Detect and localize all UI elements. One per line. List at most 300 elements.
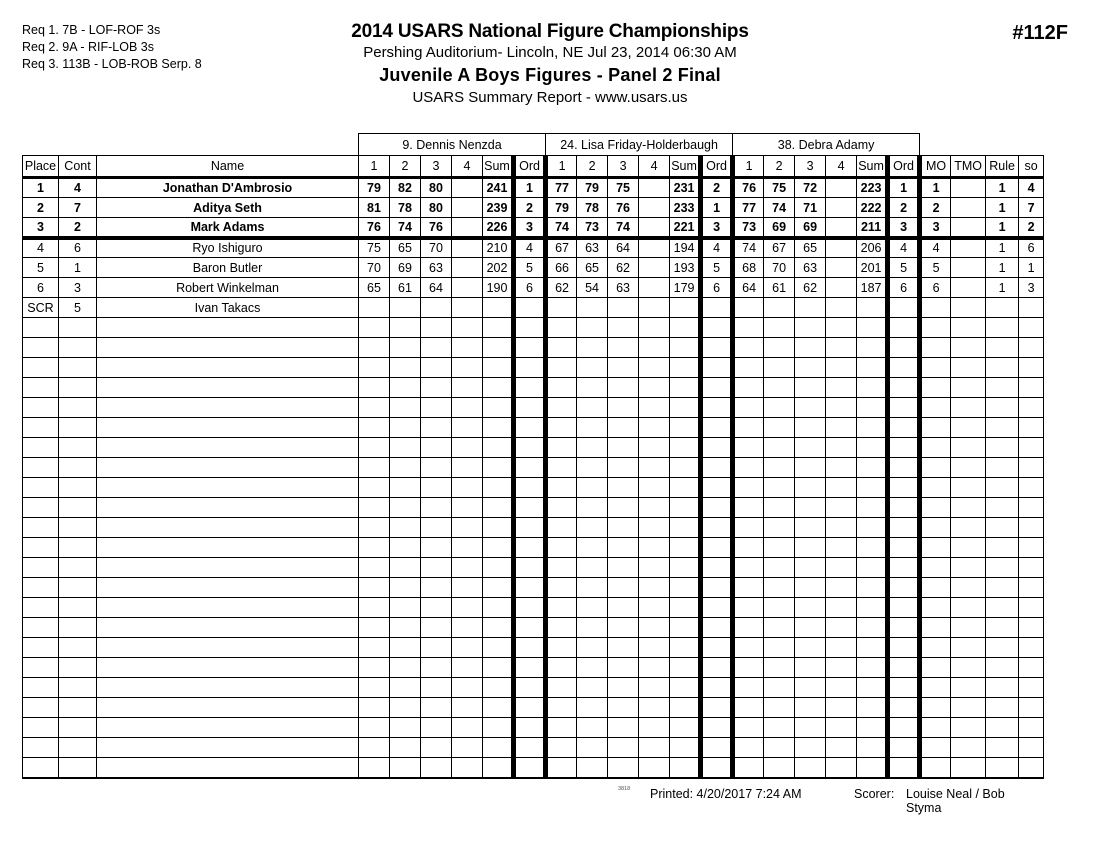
cell-mo[interactable]: 4 [920,238,951,258]
cell-so[interactable] [1019,558,1044,578]
cell-mo[interactable] [920,418,951,438]
cell-j3-fig-2[interactable] [764,438,795,458]
cell-name[interactable] [97,318,359,338]
cell-j3-fig-2[interactable] [764,558,795,578]
cell-j3-fig-1[interactable]: 77 [733,198,764,218]
cell-j3-fig-2[interactable] [764,458,795,478]
cell-j3-ord[interactable] [888,398,920,418]
cell-j3-fig-3[interactable] [795,498,826,518]
cell-j3-ord[interactable]: 1 [888,178,920,198]
cell-place[interactable] [23,518,59,538]
cell-j2-fig-3[interactable] [608,678,639,698]
cell-j3-fig-1[interactable] [733,758,764,778]
cell-j1-fig-4[interactable] [452,638,483,658]
cell-j1-ord[interactable] [514,498,546,518]
cell-j3-fig-2[interactable] [764,578,795,598]
cell-rule[interactable] [986,578,1019,598]
cell-j3-fig-4[interactable] [826,198,857,218]
cell-j1-fig-4[interactable] [452,418,483,438]
cell-j1-fig-3[interactable] [421,618,452,638]
table-row-empty[interactable] [23,558,1044,578]
cell-j1-fig-1[interactable]: 65 [359,278,390,298]
cell-j3-fig-3[interactable] [795,638,826,658]
cell-cont[interactable]: 7 [59,198,97,218]
cell-j3-fig-4[interactable] [826,338,857,358]
cell-j1-fig-3[interactable] [421,478,452,498]
cell-j3-fig-4[interactable] [826,298,857,318]
table-row-empty[interactable] [23,378,1044,398]
cell-j1-ord[interactable] [514,478,546,498]
cell-j3-fig-2[interactable] [764,378,795,398]
cell-j1-fig-4[interactable] [452,678,483,698]
cell-j1-fig-2[interactable] [390,718,421,738]
cell-tmo[interactable] [951,418,986,438]
cell-j1-fig-3[interactable] [421,658,452,678]
cell-j3-fig-1[interactable]: 73 [733,218,764,238]
cell-j2-fig-4[interactable] [639,218,670,238]
cell-j2-fig-4[interactable] [639,498,670,518]
cell-j2-fig-1[interactable] [546,318,577,338]
cell-j2-sum[interactable] [670,358,701,378]
cell-j3-fig-1[interactable] [733,498,764,518]
cell-j1-fig-4[interactable] [452,698,483,718]
cell-tmo[interactable] [951,498,986,518]
cell-j1-ord[interactable] [514,738,546,758]
cell-j1-fig-4[interactable] [452,318,483,338]
cell-j2-fig-3[interactable]: 74 [608,218,639,238]
cell-rule[interactable] [986,478,1019,498]
cell-j3-fig-4[interactable] [826,318,857,338]
cell-j1-fig-3[interactable] [421,318,452,338]
cell-tmo[interactable] [951,598,986,618]
cell-j2-ord[interactable] [701,678,733,698]
cell-j3-ord[interactable] [888,658,920,678]
cell-j3-fig-3[interactable] [795,618,826,638]
cell-j1-fig-1[interactable]: 75 [359,238,390,258]
cell-j1-fig-1[interactable]: 79 [359,178,390,198]
cell-j2-fig-3[interactable] [608,418,639,438]
cell-j2-fig-3[interactable] [608,698,639,718]
cell-j2-fig-2[interactable]: 73 [577,218,608,238]
cell-tmo[interactable] [951,218,986,238]
cell-j2-fig-4[interactable] [639,698,670,718]
cell-j1-sum[interactable] [483,298,514,318]
cell-j2-fig-2[interactable] [577,618,608,638]
cell-j1-fig-4[interactable] [452,378,483,398]
cell-j3-sum[interactable] [857,698,888,718]
cell-cont[interactable]: 4 [59,178,97,198]
cell-j1-fig-2[interactable]: 74 [390,218,421,238]
cell-j3-fig-1[interactable] [733,318,764,338]
cell-place[interactable]: 2 [23,198,59,218]
cell-j3-fig-4[interactable] [826,358,857,378]
cell-j2-fig-1[interactable] [546,418,577,438]
cell-j2-fig-4[interactable] [639,618,670,638]
cell-j3-fig-4[interactable] [826,738,857,758]
cell-j2-sum[interactable] [670,438,701,458]
cell-j3-sum[interactable] [857,578,888,598]
cell-cont[interactable] [59,458,97,478]
cell-j1-ord[interactable] [514,538,546,558]
cell-j1-fig-2[interactable] [390,518,421,538]
table-row-empty[interactable] [23,318,1044,338]
cell-name[interactable] [97,638,359,658]
cell-rule[interactable] [986,398,1019,418]
cell-j3-sum[interactable] [857,378,888,398]
cell-j2-sum[interactable] [670,418,701,438]
cell-j2-fig-4[interactable] [639,438,670,458]
cell-j3-fig-4[interactable] [826,238,857,258]
cell-j2-fig-1[interactable]: 67 [546,238,577,258]
cell-j1-fig-3[interactable] [421,438,452,458]
cell-mo[interactable] [920,358,951,378]
cell-j1-fig-4[interactable] [452,298,483,318]
cell-j2-ord[interactable] [701,598,733,618]
cell-j2-fig-4[interactable] [639,458,670,478]
cell-name[interactable] [97,438,359,458]
cell-rule[interactable] [986,718,1019,738]
cell-rule[interactable] [986,318,1019,338]
cell-j2-fig-1[interactable]: 74 [546,218,577,238]
table-row-empty[interactable] [23,458,1044,478]
cell-j3-fig-4[interactable] [826,398,857,418]
cell-j2-fig-3[interactable]: 62 [608,258,639,278]
cell-j3-fig-1[interactable] [733,718,764,738]
cell-j3-ord[interactable] [888,418,920,438]
cell-name[interactable] [97,418,359,438]
cell-j2-fig-4[interactable] [639,538,670,558]
cell-place[interactable] [23,438,59,458]
cell-mo[interactable] [920,738,951,758]
cell-name[interactable] [97,738,359,758]
cell-j3-fig-3[interactable]: 72 [795,178,826,198]
cell-j1-ord[interactable] [514,438,546,458]
cell-name[interactable] [97,698,359,718]
cell-mo[interactable] [920,518,951,538]
cell-j1-fig-3[interactable] [421,758,452,778]
cell-j1-fig-3[interactable]: 76 [421,218,452,238]
cell-j1-ord[interactable] [514,558,546,578]
cell-cont[interactable]: 1 [59,258,97,278]
cell-name[interactable] [97,678,359,698]
cell-j2-fig-3[interactable] [608,618,639,638]
cell-j2-fig-2[interactable] [577,658,608,678]
cell-j3-ord[interactable]: 6 [888,278,920,298]
cell-j2-fig-2[interactable] [577,398,608,418]
cell-j3-fig-3[interactable]: 63 [795,258,826,278]
cell-j3-ord[interactable] [888,358,920,378]
cell-j3-sum[interactable] [857,738,888,758]
cell-cont[interactable] [59,658,97,678]
cell-name[interactable] [97,658,359,678]
cell-j3-fig-2[interactable] [764,638,795,658]
cell-tmo[interactable] [951,318,986,338]
cell-cont[interactable] [59,358,97,378]
cell-j1-ord[interactable] [514,698,546,718]
cell-j3-fig-3[interactable]: 71 [795,198,826,218]
cell-cont[interactable]: 5 [59,298,97,318]
cell-place[interactable]: 4 [23,238,59,258]
cell-rule[interactable] [986,438,1019,458]
cell-mo[interactable]: 1 [920,178,951,198]
cell-rule[interactable] [986,658,1019,678]
cell-j1-fig-3[interactable] [421,698,452,718]
cell-j3-ord[interactable] [888,618,920,638]
cell-j3-fig-2[interactable] [764,678,795,698]
cell-name[interactable]: Baron Butler [97,258,359,278]
cell-j3-fig-1[interactable] [733,378,764,398]
cell-j1-fig-2[interactable] [390,758,421,778]
cell-rule[interactable] [986,638,1019,658]
cell-place[interactable] [23,738,59,758]
cell-j2-fig-1[interactable]: 66 [546,258,577,278]
cell-place[interactable]: 1 [23,178,59,198]
cell-j3-ord[interactable] [888,458,920,478]
cell-j1-ord[interactable] [514,758,546,778]
cell-place[interactable] [23,378,59,398]
cell-j2-fig-4[interactable] [639,298,670,318]
cell-j1-fig-3[interactable]: 80 [421,198,452,218]
cell-cont[interactable] [59,618,97,638]
cell-so[interactable] [1019,718,1044,738]
cell-j2-ord[interactable] [701,418,733,438]
cell-j2-fig-1[interactable] [546,338,577,358]
cell-j2-fig-2[interactable] [577,358,608,378]
cell-tmo[interactable] [951,378,986,398]
cell-j3-fig-3[interactable] [795,578,826,598]
cell-j3-fig-2[interactable] [764,538,795,558]
cell-j1-fig-1[interactable] [359,658,390,678]
cell-j2-fig-3[interactable]: 63 [608,278,639,298]
cell-name[interactable] [97,378,359,398]
cell-j3-fig-4[interactable] [826,438,857,458]
cell-j1-ord[interactable]: 3 [514,218,546,238]
cell-j2-fig-1[interactable] [546,358,577,378]
cell-j1-fig-1[interactable] [359,718,390,738]
cell-j2-fig-1[interactable] [546,638,577,658]
cell-j3-fig-1[interactable] [733,738,764,758]
cell-so[interactable] [1019,378,1044,398]
cell-j2-sum[interactable] [670,638,701,658]
cell-j3-sum[interactable]: 222 [857,198,888,218]
cell-rule[interactable]: 1 [986,178,1019,198]
cell-tmo[interactable] [951,678,986,698]
cell-place[interactable] [23,358,59,378]
cell-name[interactable]: Aditya Seth [97,198,359,218]
cell-j1-sum[interactable]: 202 [483,258,514,278]
cell-j3-sum[interactable] [857,538,888,558]
cell-cont[interactable] [59,738,97,758]
cell-j3-fig-3[interactable] [795,338,826,358]
cell-place[interactable] [23,418,59,438]
cell-tmo[interactable] [951,518,986,538]
cell-mo[interactable] [920,378,951,398]
cell-j1-fig-2[interactable] [390,598,421,618]
cell-rule[interactable] [986,558,1019,578]
cell-tmo[interactable] [951,278,986,298]
cell-tmo[interactable] [951,298,986,318]
cell-j2-fig-2[interactable] [577,678,608,698]
cell-j2-fig-3[interactable] [608,378,639,398]
cell-j1-sum[interactable] [483,598,514,618]
cell-j1-fig-2[interactable] [390,458,421,478]
table-row-empty[interactable] [23,618,1044,638]
cell-j1-fig-4[interactable] [452,578,483,598]
cell-cont[interactable] [59,498,97,518]
cell-j1-ord[interactable] [514,578,546,598]
cell-j1-fig-1[interactable] [359,438,390,458]
cell-j1-sum[interactable] [483,538,514,558]
cell-j2-fig-3[interactable] [608,718,639,738]
cell-j1-ord[interactable] [514,458,546,478]
cell-j3-fig-4[interactable] [826,718,857,738]
cell-rule[interactable]: 1 [986,198,1019,218]
cell-j3-ord[interactable] [888,698,920,718]
cell-j2-fig-2[interactable] [577,338,608,358]
cell-tmo[interactable] [951,438,986,458]
cell-j2-fig-1[interactable] [546,718,577,738]
cell-so[interactable]: 7 [1019,198,1044,218]
cell-j1-fig-3[interactable] [421,518,452,538]
cell-j3-sum[interactable]: 201 [857,258,888,278]
cell-j2-fig-2[interactable] [577,458,608,478]
cell-j2-ord[interactable]: 5 [701,258,733,278]
cell-place[interactable] [23,618,59,638]
cell-j3-fig-3[interactable] [795,558,826,578]
table-row[interactable] [23,258,1044,278]
cell-j1-sum[interactable]: 239 [483,198,514,218]
cell-j1-ord[interactable] [514,418,546,438]
cell-rule[interactable]: 1 [986,258,1019,278]
cell-j2-fig-2[interactable]: 79 [577,178,608,198]
cell-j3-fig-3[interactable] [795,738,826,758]
cell-rule[interactable]: 1 [986,238,1019,258]
cell-j1-fig-3[interactable]: 64 [421,278,452,298]
cell-j2-sum[interactable] [670,558,701,578]
cell-j2-sum[interactable] [670,598,701,618]
cell-j3-fig-3[interactable] [795,718,826,738]
cell-j1-fig-2[interactable] [390,298,421,318]
cell-j1-sum[interactable] [483,698,514,718]
cell-cont[interactable] [59,418,97,438]
cell-j1-ord[interactable]: 4 [514,238,546,258]
cell-so[interactable]: 4 [1019,178,1044,198]
cell-j3-fig-3[interactable] [795,678,826,698]
cell-cont[interactable] [59,398,97,418]
cell-name[interactable]: Ryo Ishiguro [97,238,359,258]
cell-j1-fig-2[interactable] [390,418,421,438]
cell-j1-sum[interactable] [483,618,514,638]
cell-j3-fig-1[interactable] [733,358,764,378]
cell-j2-fig-4[interactable] [639,398,670,418]
cell-j2-sum[interactable]: 179 [670,278,701,298]
cell-j2-ord[interactable] [701,698,733,718]
cell-j3-fig-2[interactable]: 70 [764,258,795,278]
cell-j3-fig-2[interactable]: 74 [764,198,795,218]
cell-j2-fig-1[interactable] [546,758,577,778]
cell-place[interactable] [23,598,59,618]
cell-j1-fig-2[interactable] [390,438,421,458]
cell-mo[interactable] [920,598,951,618]
cell-place[interactable] [23,458,59,478]
cell-mo[interactable] [920,758,951,778]
cell-j2-fig-3[interactable] [608,518,639,538]
cell-j3-fig-2[interactable] [764,478,795,498]
cell-rule[interactable] [986,418,1019,438]
cell-j1-ord[interactable]: 2 [514,198,546,218]
cell-j3-ord[interactable] [888,598,920,618]
cell-j1-fig-3[interactable] [421,398,452,418]
cell-place[interactable] [23,398,59,418]
cell-so[interactable]: 3 [1019,278,1044,298]
cell-j1-fig-2[interactable] [390,358,421,378]
cell-j3-ord[interactable] [888,518,920,538]
table-row-empty[interactable] [23,758,1044,778]
cell-so[interactable] [1019,578,1044,598]
cell-j2-ord[interactable] [701,618,733,638]
cell-j2-fig-1[interactable] [546,678,577,698]
cell-j3-fig-1[interactable]: 74 [733,238,764,258]
cell-j1-fig-2[interactable] [390,658,421,678]
cell-mo[interactable] [920,538,951,558]
cell-tmo[interactable] [951,398,986,418]
cell-j2-fig-3[interactable] [608,318,639,338]
cell-j1-fig-1[interactable] [359,458,390,478]
cell-name[interactable] [97,598,359,618]
cell-j3-fig-4[interactable] [826,278,857,298]
cell-j3-sum[interactable]: 211 [857,218,888,238]
cell-j1-fig-2[interactable] [390,678,421,698]
table-row-empty[interactable] [23,538,1044,558]
cell-j2-sum[interactable] [670,398,701,418]
table-row-empty[interactable] [23,418,1044,438]
cell-j1-ord[interactable]: 1 [514,178,546,198]
cell-j3-fig-2[interactable] [764,318,795,338]
cell-j3-sum[interactable] [857,558,888,578]
cell-cont[interactable] [59,718,97,738]
cell-j1-sum[interactable] [483,518,514,538]
cell-j3-fig-2[interactable] [764,758,795,778]
cell-name[interactable]: Ivan Takacs [97,298,359,318]
cell-j1-sum[interactable] [483,758,514,778]
cell-j2-sum[interactable]: 233 [670,198,701,218]
cell-j3-fig-1[interactable] [733,298,764,318]
table-row-empty[interactable] [23,358,1044,378]
cell-mo[interactable] [920,558,951,578]
cell-j3-fig-3[interactable] [795,538,826,558]
cell-j2-ord[interactable]: 1 [701,198,733,218]
cell-mo[interactable]: 6 [920,278,951,298]
cell-j1-fig-2[interactable] [390,538,421,558]
cell-so[interactable] [1019,658,1044,678]
cell-j2-fig-1[interactable] [546,738,577,758]
cell-j3-sum[interactable] [857,658,888,678]
cell-j1-fig-2[interactable] [390,698,421,718]
cell-name[interactable] [97,338,359,358]
cell-tmo[interactable] [951,478,986,498]
cell-tmo[interactable] [951,238,986,258]
cell-j2-sum[interactable] [670,758,701,778]
cell-place[interactable] [23,658,59,678]
cell-j3-fig-2[interactable] [764,498,795,518]
cell-j1-sum[interactable] [483,338,514,358]
cell-j1-fig-3[interactable] [421,558,452,578]
cell-j1-fig-4[interactable] [452,498,483,518]
table-row[interactable] [23,238,1044,258]
cell-j3-fig-4[interactable] [826,678,857,698]
cell-place[interactable] [23,478,59,498]
cell-j2-sum[interactable] [670,478,701,498]
